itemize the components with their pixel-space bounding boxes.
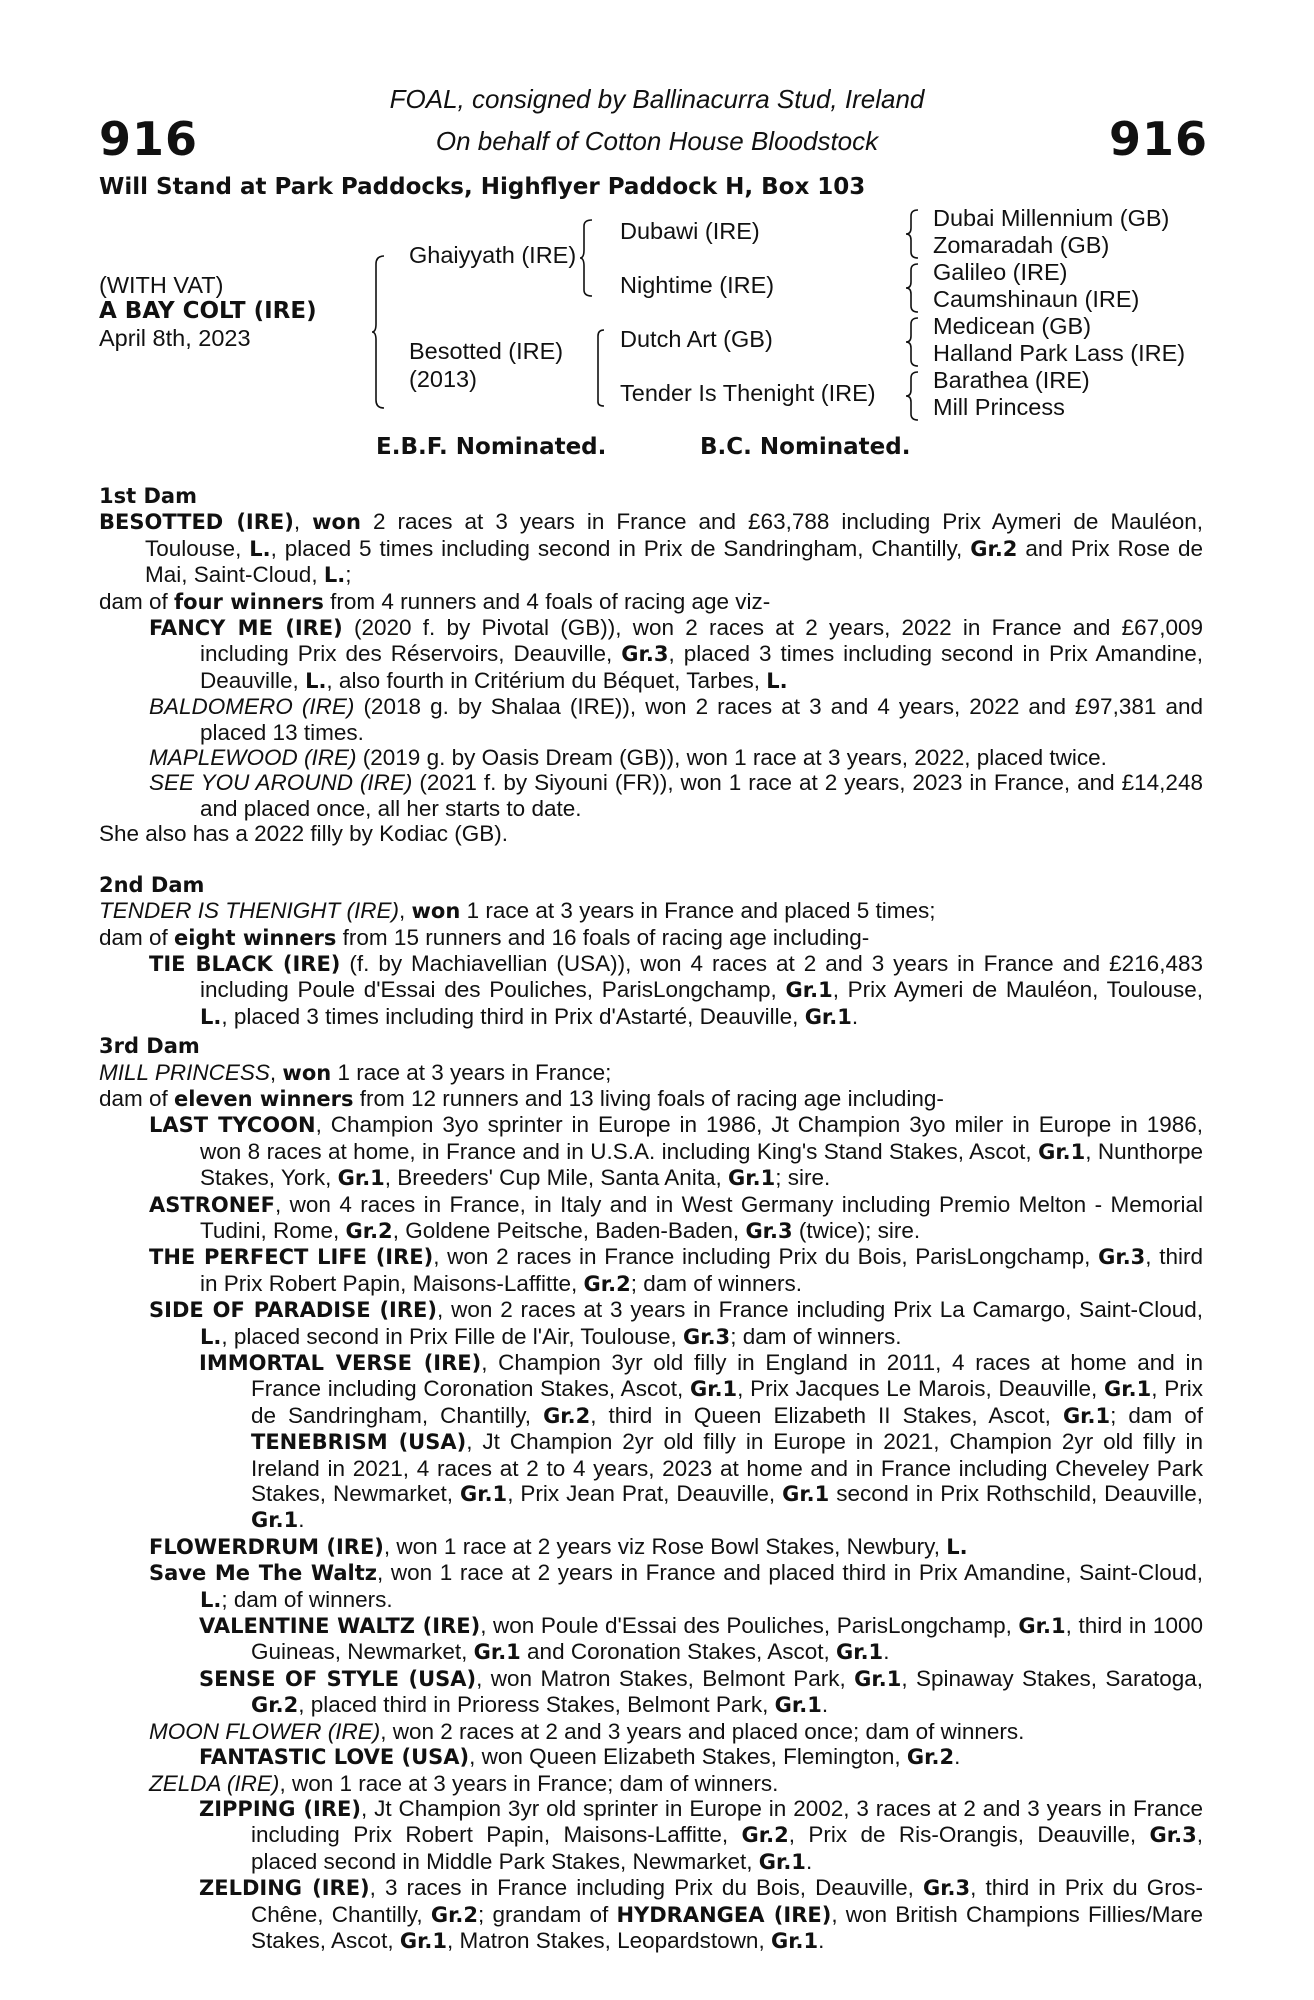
summary-text: dam of (99, 588, 175, 614)
produce-zelda (99, 1771, 1203, 1796)
pedigree-gen3-8: Mill Princess (933, 394, 1065, 420)
race-text: , won Poule d'Essai des Pouliches, ParisLongchamp, (480, 1613, 1019, 1639)
race-grade: L. (200, 1004, 222, 1029)
race-text: , third in Prix Robert Papin, Maisons-Laffitte, (200, 1244, 1204, 1296)
pedigree-bracket-dam (594, 328, 606, 408)
winners-count: eleven winners (174, 1086, 354, 1111)
horse-name: VALENTINE WALTZ (IRE) (199, 1614, 481, 1639)
first-dam-entry: BESOTTED (IRE), won 2 races at 3 years in France and £63,788 including Prix Aymeri de Mauléon, Toulouse, L., placed 5 times including second in Prix de Sandringham, Chantilly, Gr.2 and Prix Rose de Mai, Saint-Cloud, L.; (99, 509, 1204, 588)
race-grade: Gr.3 (682, 1324, 731, 1349)
race-grade: Gr.1 (473, 1640, 521, 1665)
pedigree-sire-dam: Nightime (IRE) (620, 272, 775, 298)
race-text: ; dam of winners. (221, 1586, 393, 1612)
produce-zipping (99, 1796, 1203, 1875)
won-label: won (411, 899, 461, 924)
pedigree-dam-sire: Dutch Art (GB) (620, 326, 773, 352)
race-text: . (818, 1927, 825, 1953)
race-text: , placed 3 times including second in Prix Amandine, Deauville, (200, 641, 1203, 693)
race-text: (2021 f. by Siyouni (FR)), won 1 race at 2 years, 2023 in France, and £14,248 and placed once, all her starts to date. (200, 770, 1203, 821)
race-grade: L. (323, 563, 346, 588)
race-text: . (298, 1507, 305, 1533)
race-text: , placed second in Prix Fille de l'Air, Toulouse, (221, 1323, 683, 1349)
race-text: (2020 f. by Pivotal (GB)), won 2 races at 2 years, 2022 in France and £67,009 including Prix des Réservoirs, Deauville, (200, 615, 1203, 667)
race-text: (twice); sire. (792, 1217, 921, 1243)
race-text: , Jt Champion 3yr old sprinter in Europe in 2002, 3 races at 2 and 3 years in France including Prix Robert Papin, Maisons-Laffitte, (251, 1795, 1203, 1848)
race-grade: Gr.1 (1038, 1139, 1086, 1164)
horse-name: HYDRANGEA (IRE) (616, 1902, 832, 1927)
pedigree-sire-sire: Dubawi (IRE) (620, 218, 760, 244)
race-grade: Gr.2 (741, 1823, 789, 1848)
race-grade: Gr.1 (854, 1666, 902, 1691)
race-grade: Gr.1 (728, 1166, 776, 1191)
race-text: , third in 1000 Guineas, Newmarket, (251, 1613, 1203, 1665)
behalf-line: On behalf of Cotton House Bloodstock (435, 126, 879, 156)
race-text: , Jt Champion 2yr old filly in Europe in 2021, Champion 2yr old filly in Ireland in 2021, 4 races at 2 to 4 years, 2023 at home and in France including Cheveley Park Stakes, Newmarket, (251, 1429, 1203, 1507)
horse-name: TENDER IS THENIGHT (IRE) (99, 898, 400, 924)
race-text: , placed second in Middle Park Stakes, Newmarket, (251, 1822, 1203, 1874)
race-text: , won 2 races in France including Prix du Bois, ParisLongchamp, (433, 1244, 1099, 1270)
race-grade: L. (305, 668, 327, 693)
race-text: , placed third in Prioress Stakes, Belmont Park, (298, 1692, 775, 1718)
race-text: , Nunthorpe Stakes, York, (200, 1138, 1203, 1191)
race-grade: L. (946, 1534, 968, 1559)
race-text: , won 2 races at 2 and 3 years and placed once; dam of winners. (380, 1718, 1025, 1744)
race-text: . (883, 1639, 890, 1665)
race-grade: Gr.1 (770, 1928, 819, 1953)
first-dam-produce-summary (99, 589, 1203, 615)
summary-text: from 15 runners and 16 foals of racing age including- (336, 924, 870, 950)
produce-fantastic-love (99, 1744, 1203, 1770)
race-text: (2018 g. by Shalaa (IRE)), won 2 races at 3 and 4 years, 2022 and £97,381 and placed 13 times. (200, 694, 1203, 745)
race-grade: Gr.1 (758, 1849, 806, 1874)
race-text: , also fourth in Critérium du Béquet, Tarbes, (326, 667, 767, 693)
race-grade: Gr.3 (1098, 1245, 1146, 1270)
produce-zelding (99, 1875, 1203, 1954)
pedigree-dam: Besotted (IRE) (409, 338, 564, 364)
race-text: ; (345, 562, 352, 588)
pedigree-gen3-5: Medicean (GB) (933, 313, 1092, 339)
race-text: . (954, 1744, 961, 1770)
race-grade: L. (766, 668, 788, 693)
race-grade: Gr.2 (251, 1693, 299, 1718)
produce-the-perfect-life (99, 1244, 1203, 1297)
produce-tie-black (99, 951, 1203, 1030)
race-text: , won Queen Elizabeth Stakes, Flemington, (469, 1744, 907, 1770)
horse-name: TENEBRISM (USA) (251, 1430, 467, 1455)
third-dam-heading: 3rd Dam (99, 1034, 200, 1059)
race-grade: Gr.1 (785, 978, 833, 1003)
pedigree-bracket-main (372, 254, 386, 410)
horse-name: TIE BLACK (IRE) (149, 951, 341, 976)
pedigree-gen3-2: Zomaradah (GB) (933, 232, 1110, 258)
winners-count: eight winners (174, 925, 337, 950)
race-grade: Gr.2 (345, 1218, 393, 1243)
pedigree-bracket-sire (580, 218, 594, 298)
race-text: , placed 5 times including second in Prix de Sandringham, Chantilly, (270, 535, 971, 561)
race-text: , won 1 race at 2 years viz Rose Bowl Stakes, Newbury, (383, 1533, 947, 1559)
horse-name: LAST TYCOON (149, 1113, 316, 1138)
race-grade: Gr.2 (970, 536, 1018, 561)
produce-see-you-around (99, 770, 1203, 821)
race-grade: Gr.3 (745, 1218, 793, 1243)
race-text: ; sire. (775, 1165, 831, 1191)
horse-name: IMMORTAL VERSE (IRE) (199, 1351, 482, 1375)
horse-name: SIDE OF PARADISE (IRE) (149, 1298, 437, 1323)
produce-save-me-the-waltz (99, 1560, 1203, 1613)
race-text: , Goldene Peitsche, Baden-Baden, (392, 1217, 746, 1243)
winners-count: four winners (174, 589, 324, 614)
consignment-line: FOAL, consigned by Ballinacurra Stud, Ireland (389, 84, 925, 114)
race-text: , placed 3 times including third in Prix d'Astarté, Deauville, (221, 1003, 805, 1029)
race-grade: Gr.1 (835, 1640, 884, 1665)
race-text: , Prix Jacques Le Marois, Deauville, (737, 1376, 1105, 1402)
race-text: ; dam of winners. (730, 1323, 902, 1349)
race-text: 1 race at 3 years in France; (331, 1059, 612, 1085)
horse-name: MILL PRINCESS (99, 1059, 270, 1085)
second-dam-entry (99, 898, 1203, 924)
summary-text: from 12 runners and 13 living foals of racing age including- (353, 1085, 944, 1111)
horse-name: ZIPPING (IRE) (199, 1796, 361, 1821)
horse-name: Save Me The Waltz (149, 1561, 377, 1586)
horse-name: BALDOMERO (IRE) (149, 694, 355, 720)
horse-name: FANCY ME (IRE) (149, 616, 343, 641)
race-grade: Gr.1 (689, 1377, 738, 1402)
lot-number-left: 916 (99, 112, 199, 166)
pedigree-gen3-7: Barathea (IRE) (933, 367, 1090, 393)
race-text: second in Prix Rothschild, Deauville, (829, 1481, 1203, 1507)
race-text: and Prix Rose de Mai, Saint-Cloud, (145, 535, 1203, 588)
summary-text: from 4 runners and 4 foals of racing age viz- (323, 588, 771, 614)
horse-name: BESOTTED (IRE) (99, 510, 294, 535)
pedigree-sire: Ghaiyyath (IRE) (409, 242, 577, 268)
summary-text: dam of (99, 924, 175, 950)
race-text: , (269, 1059, 283, 1085)
second-dam-heading: 2nd Dam (99, 872, 205, 897)
won-label: won (312, 510, 361, 535)
race-grade: Gr.1 (337, 1166, 385, 1191)
produce-side-of-paradise (99, 1297, 1203, 1350)
third-dam-entry (99, 1060, 1203, 1086)
pedigree-dam-dam: Tender Is Thenight (IRE) (620, 380, 876, 406)
pedigree-bracket-g1 (906, 208, 920, 260)
race-grade: Gr.1 (782, 1482, 830, 1507)
race-text: , won 4 races in France, in Italy and in West Germany including Premio Melton - Memorial Tudini, Rome, (200, 1191, 1203, 1243)
lot-number-right: 916 (1108, 112, 1208, 166)
race-text: , Breeders' Cup Mile, Santa Anita, (384, 1165, 729, 1191)
produce-baldomero (99, 694, 1203, 745)
race-grade: Gr.1 (251, 1508, 299, 1533)
race-grade: Gr.3 (922, 1876, 971, 1901)
produce-sense-of-style (99, 1666, 1203, 1719)
produce-valentine-waltz (99, 1613, 1203, 1666)
race-text: , Prix Jean Prat, Deauville, (507, 1481, 783, 1507)
produce-astronef (99, 1192, 1203, 1245)
race-grade: Gr.2 (583, 1271, 631, 1296)
won-label: won (282, 1060, 332, 1085)
produce-fancy-me (99, 615, 1203, 694)
horse-name: SENSE OF STYLE (USA) (199, 1666, 477, 1691)
vat-label: (WITH VAT) (99, 272, 224, 298)
race-text: . (851, 1003, 859, 1029)
pedigree-bracket-g4 (906, 370, 920, 422)
race-text: , Prix Aymeri de Mauléon, Toulouse, (832, 977, 1203, 1003)
race-grade: L. (200, 1324, 222, 1349)
race-text: and Coronation Stakes, Ascot, (520, 1639, 836, 1665)
race-grade: Gr.1 (1062, 1403, 1111, 1428)
race-grade: Gr.1 (1104, 1377, 1152, 1402)
race-text: ; grandam of (478, 1901, 617, 1927)
race-text: , third in Prix du Gros-Chêne, Chantilly, (251, 1875, 1203, 1927)
pedigree-bracket-g3 (906, 316, 920, 368)
race-text: ; dam of (1110, 1402, 1203, 1428)
ebf-nomination: E.B.F. Nominated. (376, 434, 607, 460)
pedigree-dam-year: (2013) (409, 366, 477, 392)
second-dam-produce-summary (99, 925, 1203, 951)
horse-name: THE PERFECT LIFE (IRE) (149, 1245, 434, 1270)
first-dam-also-note: She also has a 2022 filly by Kodiac (GB). (99, 821, 508, 847)
produce-last-tycoon (99, 1112, 1203, 1191)
race-text: 1 race at 3 years in France and placed 5 times; (460, 898, 936, 924)
horse-name: ASTRONEF (149, 1192, 275, 1217)
horse-name: FLOWERDRUM (IRE) (149, 1534, 384, 1559)
race-text: , won 2 races at 3 years in France including Prix La Camargo, Saint-Cloud, (437, 1297, 1203, 1323)
pedigree-gen3-3: Galileo (IRE) (933, 259, 1068, 285)
race-text: , Prix de Ris-Orangis, Deauville, (788, 1822, 1150, 1848)
produce-immortal-verse (99, 1350, 1203, 1534)
race-grade: Gr.1 (399, 1928, 448, 1953)
foaled-date: April 8th, 2023 (99, 325, 251, 351)
horse-name: FANTASTIC LOVE (USA) (199, 1745, 470, 1770)
pedigree-gen3-4: Caumshinaun (IRE) (933, 286, 1140, 312)
race-grade: Gr.2 (430, 1902, 479, 1927)
race-grade: L. (249, 536, 271, 561)
race-grade: Gr.3 (621, 642, 669, 667)
race-text: , third in Queen Elizabeth II Stakes, Ascot, (590, 1402, 1063, 1428)
produce-maplewood (99, 745, 1203, 770)
bc-nomination: B.C. Nominated. (700, 434, 911, 460)
catalogue-body (99, 484, 1203, 1954)
race-text: , won Matron Stakes, Belmont Park, (476, 1665, 855, 1691)
race-text: , won 1 race at 3 years in France; dam of winners. (279, 1770, 779, 1796)
race-text: , Champion 3yr old filly in England in 2011, 4 races at home and in France including Coronation Stakes, Ascot, (251, 1350, 1203, 1402)
race-grade: Gr.2 (543, 1403, 591, 1428)
race-text: , (399, 898, 412, 924)
pedigree-gen3-1: Dubai Millennium (GB) (933, 205, 1170, 231)
horse-name: SEE YOU AROUND (IRE) (149, 770, 413, 796)
race-grade: Gr.1 (459, 1482, 508, 1507)
race-text: (2019 g. by Oasis Dream (GB)), won 1 race at 3 years, 2022, placed twice. (356, 745, 1107, 771)
race-text: (f. by Machiavellian (USA)), won 4 races at 2 and 3 years in France and £216,483 including Poule d'Essai des Pouliches, ParisLongchamp, (200, 950, 1203, 1003)
race-text: , 3 races in France including Prix du Bois, Deauville, (369, 1875, 923, 1901)
subject-name: A BAY COLT (IRE) (99, 298, 317, 324)
race-text: ; dam of winners. (630, 1270, 803, 1296)
race-grade: Gr.2 (906, 1745, 955, 1770)
race-grade: Gr.1 (804, 1004, 852, 1029)
summary-text: dam of (99, 1085, 175, 1111)
pedigree-gen3-6: Halland Park Lass (IRE) (933, 340, 1186, 366)
race-grade: Gr.3 (1149, 1823, 1197, 1848)
third-dam-produce-summary (99, 1086, 1203, 1112)
horse-name: ZELDING (IRE) (199, 1876, 370, 1901)
produce-flowerdrum (99, 1534, 1203, 1560)
race-grade: Gr.1 (774, 1693, 822, 1718)
pedigree-bracket-g2 (906, 262, 920, 314)
horse-name: MAPLEWOOD (IRE) (149, 745, 357, 771)
race-text: , Champion 3yo sprinter in Europe in 1986, Jt Champion 3yo miler in Europe in 1986, won 8 races at home, in France and in U.S.A. including King's Stand Stakes, Ascot, (200, 1112, 1203, 1164)
race-text: , won British Champions Fillies/Mare Stakes, Ascot, (251, 1901, 1203, 1953)
race-text: , Spinaway Stakes, Saratoga, (901, 1665, 1203, 1691)
race-grade: L. (200, 1587, 222, 1612)
race-grade: Gr.1 (1018, 1614, 1066, 1639)
race-text: , Prix de Sandringham, Chantilly, (251, 1376, 1203, 1428)
race-text: , Matron Stakes, Leopardstown, (447, 1927, 771, 1953)
horse-name: ZELDA (IRE) (149, 1770, 280, 1796)
race-text: , won 1 race at 2 years in France and placed third in Prix Amandine, Saint-Cloud, (376, 1560, 1203, 1586)
first-dam-heading: 1st Dam (99, 484, 197, 508)
produce-moon-flower (99, 1719, 1203, 1744)
stand-line: Will Stand at Park Paddocks, Highflyer Paddock H, Box 103 (99, 174, 866, 200)
horse-name: MOON FLOWER (IRE) (149, 1718, 381, 1744)
race-text: 2 races at 3 years in France and £63,788 including Prix Aymeri de Mauléon, Toulouse, (145, 509, 1204, 561)
race-text: . (805, 1848, 813, 1874)
race-text: . (821, 1692, 829, 1718)
